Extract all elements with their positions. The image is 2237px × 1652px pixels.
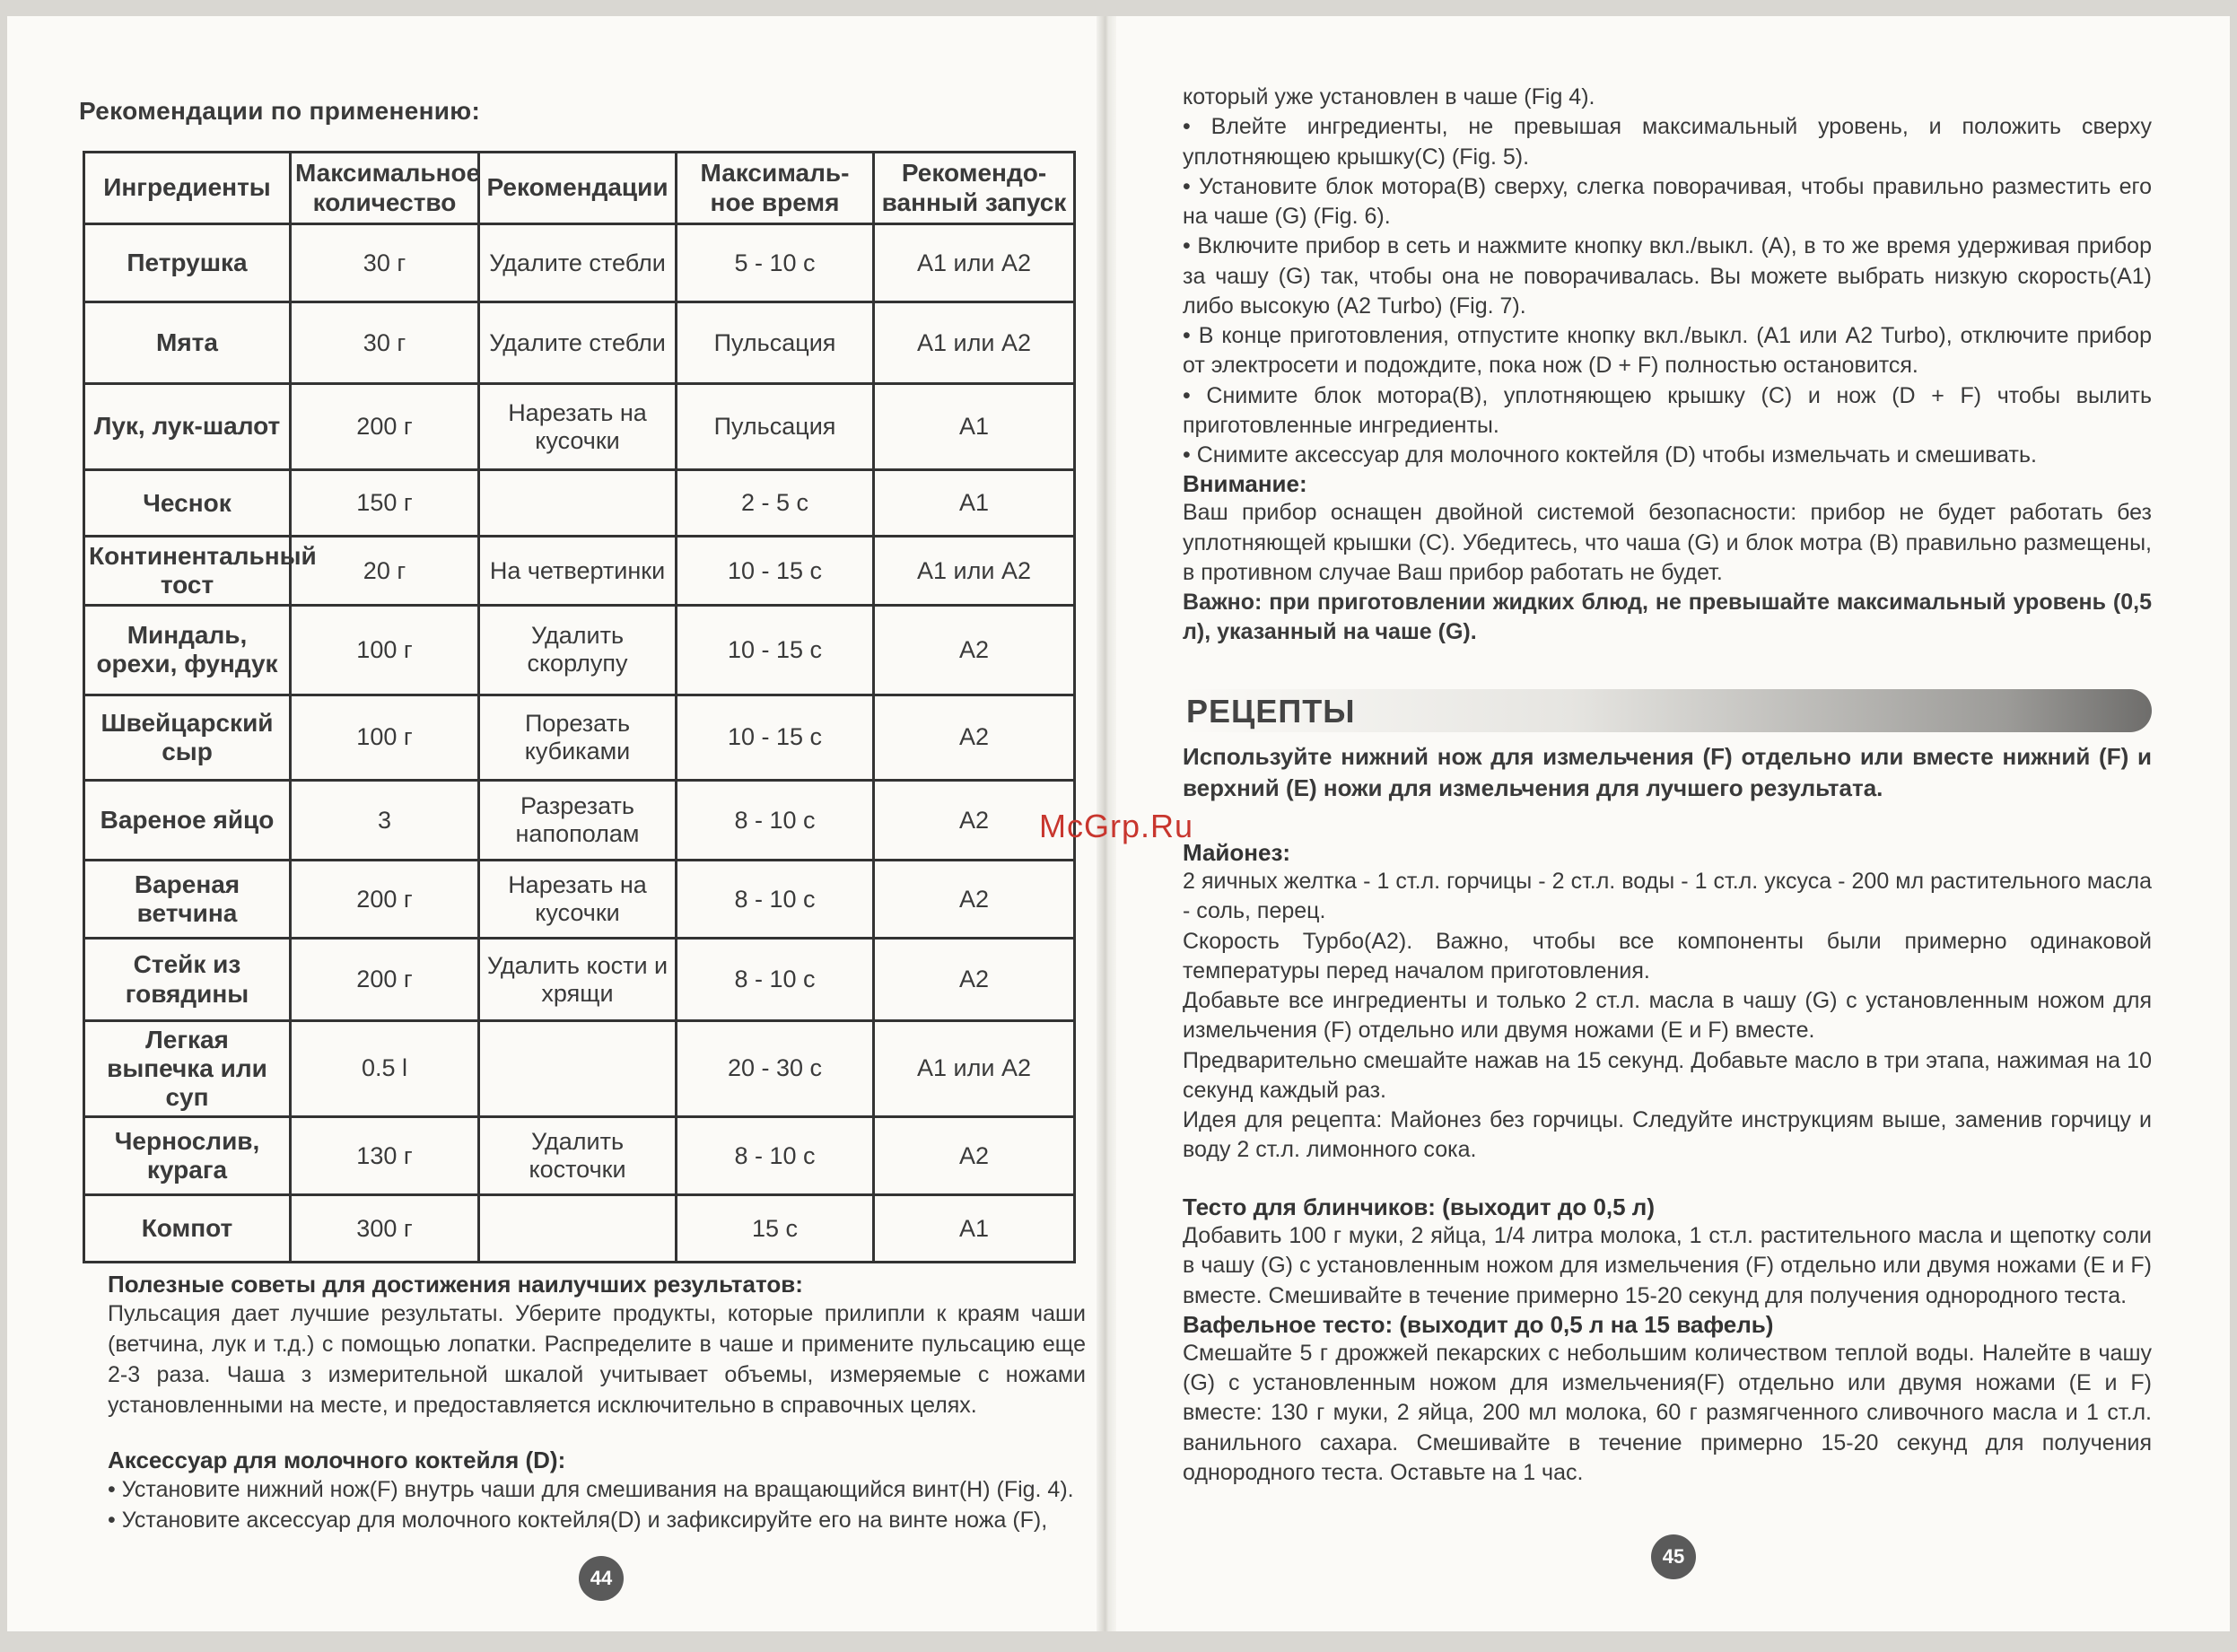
cell-max-time: 5 - 10 с — [677, 224, 874, 302]
cell-recommended-start: А2 — [874, 606, 1075, 695]
cell-recommended-start: А1 или А2 — [874, 537, 1075, 606]
cell-max-quantity: 100 г — [291, 606, 479, 695]
cell-ingredient: Мята — [84, 302, 291, 384]
tips-title: Полезные советы для достижения наилучших результатов: — [108, 1271, 803, 1298]
tips-text: Пульсация дает лучшие результаты. Уберите продукты, которые прилипли к краям чаши (ветчина, лук и т.д.) с помощью лопатки. Распределите в чаше и примените пульсацию еще 2-3 раза. Чаша з измерительной шкалой учитывает объемы, измеряемые с ножами установленными на месте, и предоставляется исключительно в справочных целях. — [108, 1301, 1086, 1418]
waffle-text: Смешайте 5 г дрожжей пекарских с небольшим количеством теплой воды. Налейте в чашу (G) с установленным ножом для измельчения(F) отдельно или двумя ножами (E и F) вместе: 130 г муки, 2 яйца, 200 мл молока, 60 г размягченного сливочного масла и 1 ст.л. ванильного сахара. Смешивайте в течение примерно 15-20 секунд для получения однородного теста. Оставьте на 1 час. — [1183, 1340, 2152, 1485]
page-number-right: 45 — [1651, 1534, 1696, 1579]
cell-max-time: Пульсация — [677, 302, 874, 384]
cell-ingredient: Чеснок — [84, 469, 291, 537]
instruction-bullet: • В конце приготовления, отпустите кнопку вкл./выкл. (А1 или А2 Turbo), отключите прибор от электросети и подождите, пока нож (D + F) полностью остановится. — [1183, 323, 2152, 379]
watermark: McGrp.Ru — [1039, 808, 1194, 844]
cell-recommendation: Разрезать напополам — [479, 781, 677, 861]
table-row — [84, 1117, 1075, 1195]
cell-recommended-start: А1 или А2 — [874, 302, 1075, 384]
cell-ingredient: Миндаль, орехи, фундук — [84, 606, 291, 695]
mayo-line: Идея для рецепта: Майонез без горчицы. Следуйте инструкциям выше, заменив горчицу и воду 2 ст.л. лимонного сока. — [1183, 1107, 2152, 1163]
cell-max-time: 8 - 10 с — [677, 1117, 874, 1195]
page-number-left: 44 — [579, 1556, 624, 1601]
cell-max-quantity: 200 г — [291, 861, 479, 939]
cell-max-quantity: 150 г — [291, 469, 479, 537]
mayo-title: Майонез: — [1183, 839, 1291, 866]
table-row — [84, 695, 1075, 780]
cell-recommended-start: А1 или А2 — [874, 224, 1075, 302]
table-row — [84, 939, 1075, 1020]
cell-max-time: 8 - 10 с — [677, 781, 874, 861]
cell-recommendation: Удалите стебли — [479, 302, 677, 384]
cell-ingredient: Стейк из говядины — [84, 939, 291, 1020]
instruction-bullet: • Включите прибор в сеть и нажмите кнопку вкл./выкл. (А), в то же время удерживая прибор за чашу (G) так, чтобы она не поворачивалась. Вы можете выбрать низкую скорость(А1) либо высокую (А2 Turbo) (Fig. 7). — [1183, 233, 2152, 319]
cell-recommendation — [479, 1195, 677, 1263]
col-header-ingredients: Ингредиенты — [84, 153, 291, 224]
col-header-max-time: Максималь-ное время — [677, 153, 874, 224]
cell-max-quantity: 0.5 l — [291, 1020, 479, 1116]
cell-recommended-start: А1 — [874, 469, 1075, 537]
cell-max-quantity: 130 г — [291, 1117, 479, 1195]
cell-recommendation: Нарезать на кусочки — [479, 384, 677, 469]
cell-max-quantity: 30 г — [291, 224, 479, 302]
table-row — [84, 861, 1075, 939]
cell-max-time: 15 с — [677, 1195, 874, 1263]
cell-ingredient: Вареное яйцо — [84, 781, 291, 861]
cell-max-time: 2 - 5 с — [677, 469, 874, 537]
cell-recommended-start: А1 — [874, 1195, 1075, 1263]
cell-ingredient: Чернослив, курага — [84, 1117, 291, 1195]
cell-ingredient: Компот — [84, 1195, 291, 1263]
cell-ingredient: Вареная ветчина — [84, 861, 291, 939]
cell-max-time: 10 - 15 с — [677, 606, 874, 695]
cell-recommendation: Удалить кости и хрящи — [479, 939, 677, 1020]
mayo-line: 2 яичных желтка - 1 ст.л. горчицы - 2 ст.л. воды - 1 ст.л. уксуса - 200 мл растительного масла - соль, перец. — [1183, 869, 2152, 924]
cell-recommended-start: А2 — [874, 861, 1075, 939]
cell-recommendation: На четвертинки — [479, 537, 677, 606]
accessory-bullet: • Установите аксессуар для молочного коктейля(D) и зафиксируйте его на винте ножа (F), — [108, 1508, 1048, 1533]
pancake-text: Добавить 100 г муки, 2 яйца, 1/4 литра молока, 1 ст.л. растительного масла и щепотку соли в чашу (G) с установленным ножом для измельчения (F) отдельно или двумя ножами (E и F) вместе. Смешивайте в течение примерно 15-20 секунд для получения однородного теста. — [1183, 1223, 2152, 1308]
recommendations-table — [83, 151, 1076, 1263]
instruction-bullet: • Снимите аксессуар для молочного коктейля (D) чтобы измельчать и смешивать. — [1183, 442, 2037, 468]
usage-heading: Рекомендации по применению: — [79, 97, 481, 125]
cell-max-time: 10 - 15 с — [677, 695, 874, 780]
cell-ingredient: Легкая выпечка или суп — [84, 1020, 291, 1116]
table-row — [84, 606, 1075, 695]
col-header-recommended-start: Рекомендо-ванный запуск — [874, 153, 1075, 224]
accessory-title: Аксессуар для молочного коктейля (D): — [108, 1447, 566, 1473]
pancake-title: Тесто для блинчиков: (выходит до 0,5 л) — [1183, 1193, 1655, 1220]
cell-max-quantity: 3 — [291, 781, 479, 861]
cell-max-time: 8 - 10 с — [677, 861, 874, 939]
cell-recommendation: Порезать кубиками — [479, 695, 677, 780]
cell-max-quantity: 200 г — [291, 384, 479, 469]
col-header-recommendations: Рекомендации — [479, 153, 677, 224]
attention-text: Ваш прибор оснащен двойной системой безопасности: прибор не будет работать без уплотняющей крышки (C). Убедитесь, что чаша (G) и блок мотра (B) правильно размещены, в противном случае Ваш прибор работать не будет. — [1183, 500, 2152, 585]
instruction-bullet: • Установите блок мотора(B) сверху, слегка поворачивая, чтобы правильно разместить его на чаше (G) (Fig. 6). — [1183, 173, 2152, 229]
table-row — [84, 1020, 1075, 1116]
cell-recommendation — [479, 469, 677, 537]
cell-recommended-start: А2 — [874, 695, 1075, 780]
cell-recommended-start: А2 — [874, 939, 1075, 1020]
cell-max-quantity: 100 г — [291, 695, 479, 780]
table-row — [84, 384, 1075, 469]
instruction-bullet: который уже установлен в чаше (Fig 4). — [1183, 84, 1595, 109]
cell-max-quantity: 20 г — [291, 537, 479, 606]
cell-recommended-start: А2 — [874, 781, 1075, 861]
milkshake-accessory-section — [108, 1447, 1086, 1535]
cell-recommendation: Удалить косточки — [479, 1117, 677, 1195]
cell-max-time: 20 - 30 с — [677, 1020, 874, 1116]
recipes-intro: Используйте нижний нож для измельчения (F) отдельно или вместе нижний (F) и верхний (E) ножи для измельчения для лучшего результата. — [1183, 743, 2152, 801]
table-header-row — [84, 153, 1075, 224]
attention-title: Внимание: — [1183, 470, 1307, 498]
table-row — [84, 1195, 1075, 1263]
cell-ingredient: Континентальный тост — [84, 537, 291, 606]
mayo-line: Скорость Турбо(А2). Важно, чтобы все компоненты были примерно одинаковой температуры перед началом приготовления. — [1183, 928, 2152, 983]
cell-ingredient: Петрушка — [84, 224, 291, 302]
col-header-max-quantity: Максимальное количество — [291, 153, 479, 224]
pancake-recipe — [1183, 1193, 2152, 1488]
cell-recommendation: Удалите стебли — [479, 224, 677, 302]
mayo-line: Предварительно смешайте нажав на 15 секунд. Добавьте масло в три этапа, нажимая на 10 секунд каждый раз. — [1183, 1047, 2152, 1103]
recipes-intro-block — [1183, 741, 2152, 803]
cell-recommendation — [479, 1020, 677, 1116]
assembly-instructions — [1183, 83, 2152, 648]
mayo-line: Добавьте все ингредиенты и только 2 ст.л. масла в чашу (G) с установленным ножом для измельчения (F) отдельно или двумя ножами (E и F) вместе. — [1183, 988, 2152, 1044]
table-row — [84, 781, 1075, 861]
cell-ingredient: Швейцарский сыр — [84, 695, 291, 780]
cell-max-quantity: 30 г — [291, 302, 479, 384]
table-row — [84, 469, 1075, 537]
instruction-bullet: • Влейте ингредиенты, не превышая максимальный уровень, и положить сверху уплотняющею крышку(C) (Fig. 5). — [1183, 114, 2152, 170]
cell-recommended-start: А1 — [874, 384, 1075, 469]
table-row — [84, 537, 1075, 606]
cell-max-time: 8 - 10 с — [677, 939, 874, 1020]
important-note: Важно: при приготовлении жидких блюд, не превышайте максимальный уровень (0,5 л), указанный на чаше (G). — [1183, 590, 2152, 645]
recipes-title: РЕЦЕПТЫ — [1186, 693, 1356, 730]
cell-max-time: Пульсация — [677, 384, 874, 469]
cell-recommendation: Нарезать на кусочки — [479, 861, 677, 939]
cell-max-time: 10 - 15 с — [677, 537, 874, 606]
cell-max-quantity: 200 г — [291, 939, 479, 1020]
cell-recommended-start: А1 или А2 — [874, 1020, 1075, 1116]
useful-tips — [108, 1271, 1086, 1420]
table-row — [84, 302, 1075, 384]
cell-ingredient: Лук, лук-шалот — [84, 384, 291, 469]
cell-max-quantity: 300 г — [291, 1195, 479, 1263]
waffle-title: Вафельное тесто: (выходит до 0,5 л на 15 вафель) — [1183, 1310, 1774, 1338]
accessory-bullet: • Установите нижний нож(F) внутрь чаши для смешивания на вращающийся винт(H) (Fig. 4). — [108, 1477, 1074, 1502]
table-row — [84, 224, 1075, 302]
cell-recommended-start: А2 — [874, 1117, 1075, 1195]
cell-recommendation: Удалить скорлупу — [479, 606, 677, 695]
instruction-bullet: • Снимите блок мотора(B), уплотняющею крышку (C) и нож (D + F) чтобы вылить приготовленные ингредиенты. — [1183, 382, 2152, 438]
mayonnaise-recipe — [1183, 839, 2152, 1166]
